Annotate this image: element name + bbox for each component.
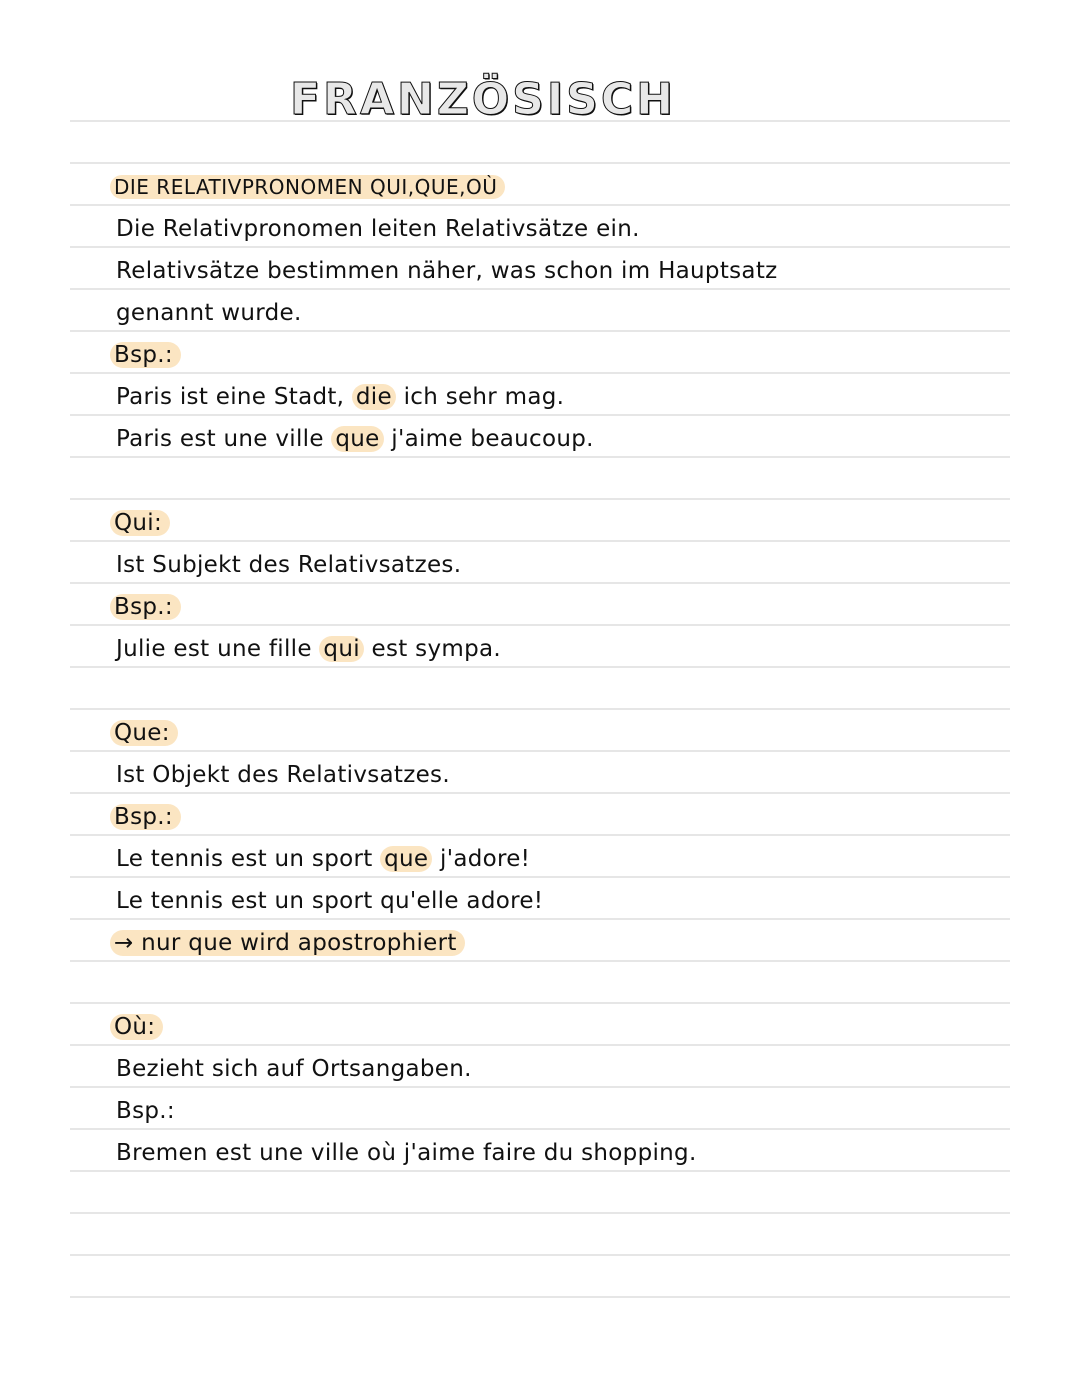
rule-line bbox=[70, 162, 1010, 164]
que-example-2: Le tennis est un sport qu'elle adore! bbox=[116, 888, 544, 914]
bsp-label bbox=[116, 590, 181, 624]
rule-line bbox=[70, 582, 1010, 584]
highlight: que bbox=[331, 426, 383, 452]
rule-line bbox=[70, 1212, 1010, 1214]
rule-line bbox=[70, 1296, 1010, 1298]
rule-line bbox=[70, 960, 1010, 962]
intro-line-2: Relativsätze bestimmen näher, was schon im Hauptsatz bbox=[116, 258, 778, 284]
bsp-label bbox=[116, 800, 181, 834]
bsp-text: Bsp.: bbox=[110, 342, 181, 368]
qui-desc: Ist Subjekt des Relativsatzes. bbox=[116, 552, 462, 578]
rule-line bbox=[70, 666, 1010, 668]
ou-desc: Bezieht sich auf Ortsangaben. bbox=[116, 1056, 472, 1082]
rule-line bbox=[70, 456, 1010, 458]
rule-line bbox=[70, 750, 1010, 752]
rule-line bbox=[70, 918, 1010, 920]
rule-line bbox=[70, 288, 1010, 290]
text: j'adore! bbox=[432, 846, 531, 872]
rule-line bbox=[70, 1002, 1010, 1004]
rule-line bbox=[70, 246, 1010, 248]
text: Paris est une ville bbox=[116, 426, 332, 452]
que-label bbox=[116, 716, 178, 750]
highlight: qui bbox=[319, 636, 363, 662]
example-fr bbox=[116, 422, 594, 456]
section-heading bbox=[116, 170, 505, 204]
rule-line bbox=[70, 1086, 1010, 1088]
qui-example bbox=[116, 632, 501, 666]
que-note bbox=[116, 926, 465, 960]
rule-line bbox=[70, 876, 1010, 878]
bsp-label bbox=[116, 338, 181, 372]
que-text: Que: bbox=[110, 720, 178, 746]
text: est sympa. bbox=[363, 636, 501, 662]
qui-text: Qui: bbox=[110, 510, 170, 536]
rule-line bbox=[70, 834, 1010, 836]
rule-line bbox=[70, 330, 1010, 332]
bsp-text: Bsp.: bbox=[110, 594, 181, 620]
page-title: FRANZÖSISCH bbox=[290, 74, 676, 125]
rule-line bbox=[70, 1044, 1010, 1046]
text: Julie est une fille bbox=[116, 636, 320, 662]
rule-line bbox=[70, 708, 1010, 710]
highlight: die bbox=[352, 384, 396, 410]
rule-line bbox=[70, 792, 1010, 794]
qui-label bbox=[116, 506, 170, 540]
rule-line bbox=[70, 540, 1010, 542]
rule-line bbox=[70, 204, 1010, 206]
ou-example: Bremen est une ville où j'aime faire du shopping. bbox=[116, 1140, 697, 1166]
bsp-label-plain: Bsp.: bbox=[116, 1098, 175, 1124]
rule-line bbox=[70, 1128, 1010, 1130]
rule-line bbox=[70, 372, 1010, 374]
rule-line bbox=[70, 624, 1010, 626]
ou-text: Où: bbox=[110, 1014, 163, 1040]
que-desc: Ist Objekt des Relativsatzes. bbox=[116, 762, 450, 788]
rule-line bbox=[70, 498, 1010, 500]
heading-text: DIE RELATIVPRONOMEN QUI,QUE,OÙ bbox=[110, 175, 505, 199]
text: Le tennis est un sport bbox=[116, 846, 381, 872]
ou-label bbox=[116, 1010, 163, 1044]
example-de bbox=[116, 380, 564, 414]
highlight: que bbox=[380, 846, 432, 872]
rule-line bbox=[70, 1170, 1010, 1172]
rule-line bbox=[70, 414, 1010, 416]
text: j'aime beaucoup. bbox=[383, 426, 594, 452]
que-example-1 bbox=[116, 842, 530, 876]
intro-line-1: Die Relativpronomen leiten Relativsätze ein. bbox=[116, 216, 640, 242]
bsp-text: Bsp.: bbox=[110, 804, 181, 830]
note-text: → nur que wird apostrophiert bbox=[110, 930, 465, 956]
rule-line bbox=[70, 1254, 1010, 1256]
text: ich sehr mag. bbox=[395, 384, 565, 410]
intro-line-3: genannt wurde. bbox=[116, 300, 302, 326]
text: Paris ist eine Stadt, bbox=[116, 384, 352, 410]
